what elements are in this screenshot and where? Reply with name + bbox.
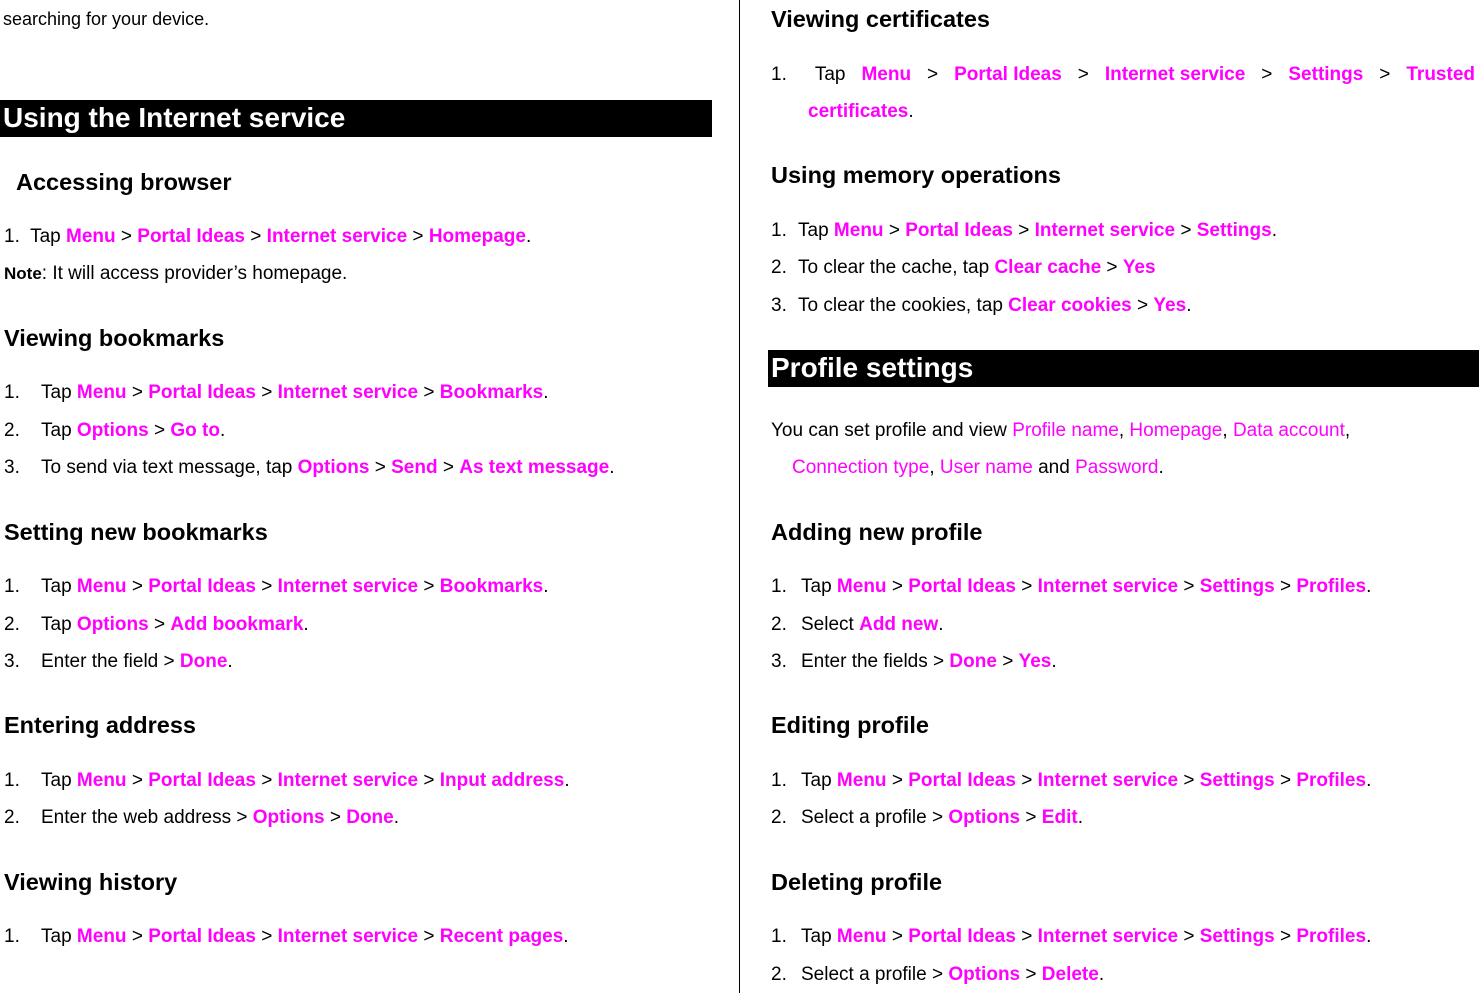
bookmarks-step-1: 1. Tap Menu > Portal Ideas > Internet service > Bookmarks.	[4, 382, 549, 403]
setting-step-2: 2. Tap Options > Add bookmark.	[4, 614, 309, 635]
deleting-step-2: 2. Select a profile > Options > Delete.	[771, 964, 1105, 985]
section-title-internet: Using the Internet service	[0, 100, 712, 137]
section-title-profile: Profile settings	[768, 350, 1479, 387]
history-step-1: 1. Tap Menu > Portal Ideas > Internet service > Recent pages.	[4, 926, 569, 947]
setting-step-1: 1. Tap Menu > Portal Ideas > Internet service > Bookmarks.	[4, 576, 549, 597]
adding-step-3: 3. Enter the fields > Done > Yes.	[771, 651, 1057, 672]
editing-step-1: 1. Tap Menu > Portal Ideas > Internet service > Settings > Profiles.	[771, 770, 1372, 791]
adding-step-2: 2. Select Add new.	[771, 614, 944, 635]
intro-text: searching for your device.	[3, 9, 210, 29]
profile-intro-line-2: Connection type, User name and Password.	[792, 457, 1164, 478]
heading-editing-profile: Editing profile	[771, 712, 929, 738]
heading-adding-profile: Adding new profile	[771, 519, 983, 545]
bookmarks-step-3: 3. To send via text message, tap Options > Send > As text message.	[4, 457, 615, 478]
accessing-step-1: 1. Tap Menu > Portal Ideas > Internet service > Homepage.	[4, 226, 532, 247]
adding-step-1: 1. Tap Menu > Portal Ideas > Internet service > Settings > Profiles.	[771, 576, 1372, 597]
deleting-step-1: 1. Tap Menu > Portal Ideas > Internet service > Settings > Profiles.	[771, 926, 1372, 947]
left-column	[0, 0, 712, 993]
heading-viewing-certificates: Viewing certificates	[771, 6, 990, 32]
bookmarks-step-2: 2. Tap Options > Go to.	[4, 420, 226, 441]
heading-accessing-browser: Accessing browser	[16, 169, 232, 195]
heading-memory-operations: Using memory operations	[771, 162, 1061, 188]
right-column	[770, 0, 1479, 993]
setting-step-3: 3. Enter the field > Done.	[4, 651, 233, 672]
editing-step-2: 2. Select a profile > Options > Edit.	[771, 807, 1083, 828]
certificates-step-1: 1. Tap Menu > Portal Ideas > Internet service > Settings > Trusted	[771, 64, 1475, 85]
memory-step-3: 3. To clear the cookies, tap Clear cookies > Yes.	[771, 295, 1192, 316]
accessing-note: Note: It will access provider’s homepage.	[4, 263, 348, 284]
address-step-1: 1. Tap Menu > Portal Ideas > Internet service > Input address.	[4, 770, 570, 791]
certificates-step-1-cont: certificates.	[808, 101, 914, 122]
address-step-2: 2. Enter the web address > Options > Done.	[4, 807, 400, 828]
memory-step-2: 2. To clear the cache, tap Clear cache > Yes	[771, 257, 1156, 278]
heading-setting-bookmarks: Setting new bookmarks	[4, 519, 268, 545]
heading-entering-address: Entering address	[4, 712, 196, 738]
memory-step-1: 1. Tap Menu > Portal Ideas > Internet service > Settings.	[771, 220, 1277, 241]
heading-deleting-profile: Deleting profile	[771, 869, 943, 895]
profile-intro-line-1: You can set profile and view Profile name, Homepage, Data account,	[771, 420, 1351, 441]
heading-viewing-bookmarks: Viewing bookmarks	[4, 325, 225, 351]
heading-viewing-history: Viewing history	[4, 869, 178, 895]
column-divider	[739, 0, 740, 993]
